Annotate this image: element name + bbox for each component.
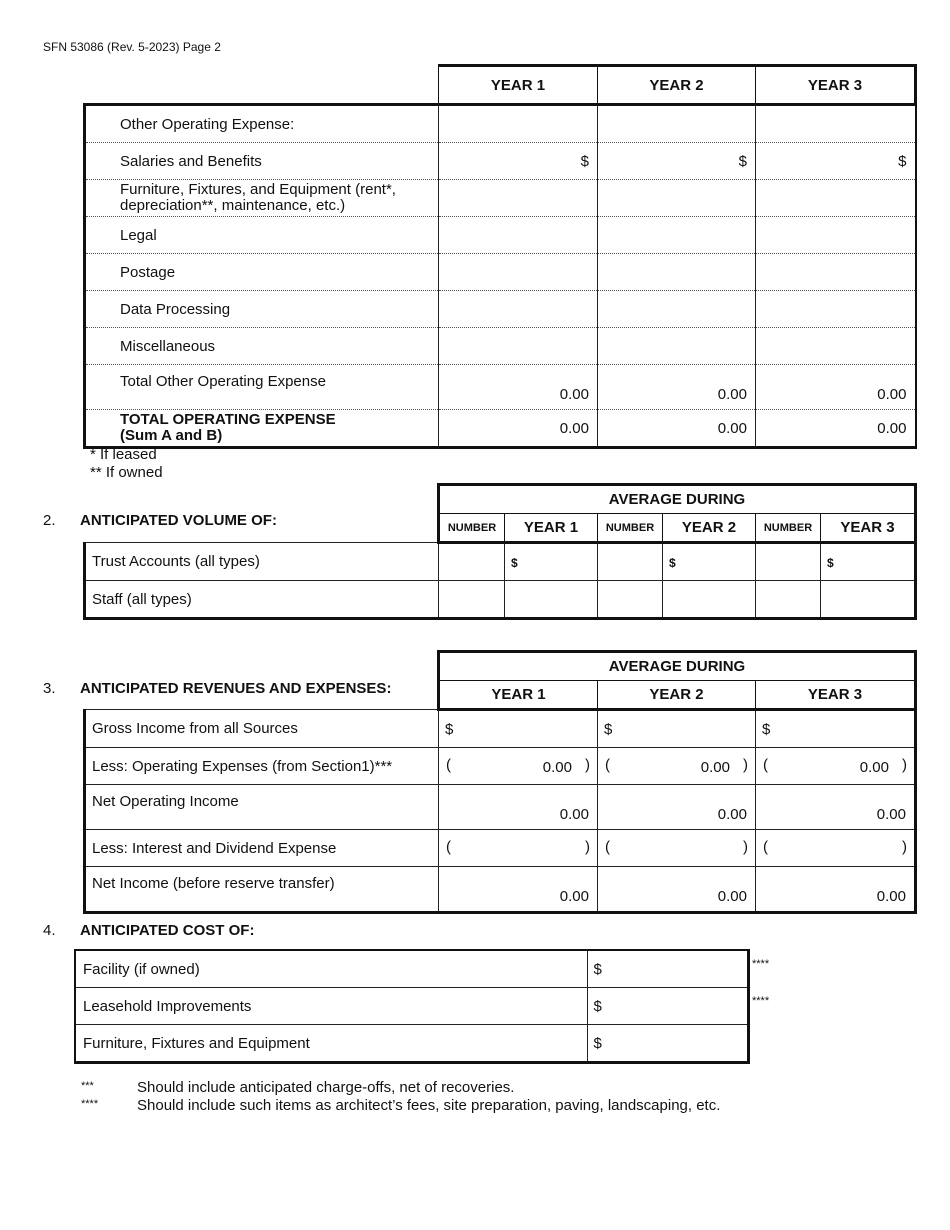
year2-input[interactable] [663,581,756,619]
table-row [75,950,748,988]
table-row [85,105,916,143]
row-label: Net Income (before reserve transfer) [85,867,439,913]
year3-input[interactable] [756,105,916,143]
year1-value [439,748,598,785]
year3-total: 0.00 [756,365,916,410]
close-paren: ) [585,756,590,774]
row-label: Postage [85,254,439,291]
column-header-row [85,681,916,710]
number-input[interactable] [756,543,821,581]
open-paren: ( [605,838,610,856]
column-header-year2: YEAR 2 [598,66,756,105]
revenues-expenses-table [83,650,917,914]
group-header-row [85,652,916,681]
year3-input[interactable] [756,830,916,867]
header-blank [85,652,439,681]
year2-input[interactable] [598,217,756,254]
column-header-year1: YEAR 1 [439,66,598,105]
table-row [85,785,916,830]
year1-input[interactable] [439,254,598,291]
table-row [85,710,916,748]
footnote-if-leased: * If leased [90,446,157,463]
average-during-header: AVERAGE DURING [439,485,916,514]
year2-input[interactable] [598,291,756,328]
row-label-line2: (Sum A and B) [120,427,223,444]
column-header-number: NUMBER [756,514,821,543]
open-paren: ( [605,756,610,774]
year2-total: 0.00 [598,365,756,410]
year2-input[interactable] [598,830,756,867]
row-label-line2: depreciation**, maintenance, etc.) [120,197,346,214]
column-header-year1: YEAR 1 [439,681,598,710]
operating-expense-table [83,64,917,449]
footnote-if-owned: ** If owned [90,464,163,481]
row-label: Less: Operating Expenses (from Section1)*** [85,748,439,785]
year2-input[interactable]: $ [598,143,756,180]
header-blank [85,485,439,514]
dollar-sign: $ [669,555,676,570]
table-row [85,143,916,180]
row-label [85,180,439,217]
table-row [75,988,748,1025]
close-paren: ) [902,756,907,774]
header-blank [85,66,439,105]
year1-grand-total: 0.00 [439,410,598,448]
year3-input[interactable] [756,291,916,328]
year3-input[interactable]: $ [756,710,916,748]
number-input[interactable] [756,581,821,619]
furniture-cost-input[interactable]: $ [587,1025,748,1063]
column-header-number: NUMBER [439,514,505,543]
table-row [75,1025,748,1063]
open-paren: ( [446,838,451,856]
table-row [85,748,916,785]
value: 0.00 [542,759,572,777]
year2-value: 0.00 [598,867,756,913]
section-number: 3. [43,680,56,697]
year1-total: 0.00 [439,365,598,410]
year2-grand-total: 0.00 [598,410,756,448]
number-input[interactable] [598,581,663,619]
column-header-year2: YEAR 2 [598,681,756,710]
footnote-marker: **** [752,958,770,970]
column-header-year3: YEAR 3 [756,66,916,105]
section-number: 4. [43,922,56,939]
section-title: ANTICIPATED REVENUES AND EXPENSES: [80,680,392,697]
open-paren: ( [446,756,451,774]
table-row [85,830,916,867]
facility-cost-input[interactable]: $ [587,950,748,988]
year2-value: 0.00 [598,785,756,830]
group-header-row [85,485,916,514]
year1-input[interactable] [439,291,598,328]
year3-input[interactable] [756,328,916,365]
column-header-number: NUMBER [598,514,663,543]
year2-value [598,748,756,785]
column-header-year2: YEAR 2 [663,514,756,543]
year3-input[interactable] [756,180,916,217]
row-label: Total Other Operating Expense [85,365,439,410]
year2-input[interactable] [598,180,756,217]
number-input[interactable] [598,543,663,581]
year1-value: 0.00 [439,785,598,830]
year1-input[interactable]: $ [439,143,598,180]
row-label: Other Operating Expense: [85,105,439,143]
row-label: Data Processing [85,291,439,328]
page-header: SFN 53086 (Rev. 5-2023) Page 2 [43,40,221,54]
year1-input[interactable]: $ [439,710,598,748]
row-label: Legal [85,217,439,254]
section-number: 2. [43,512,56,529]
section-title: ANTICIPATED VOLUME OF: [80,512,277,529]
year2-input[interactable]: $ [598,710,756,748]
column-header-year3: YEAR 3 [756,681,916,710]
year1-input[interactable] [439,105,598,143]
year3-input[interactable]: $ [756,143,916,180]
row-label: Staff (all types) [85,581,439,619]
dollar-sign: $ [827,555,834,570]
leasehold-cost-input[interactable]: $ [587,988,748,1025]
row-label: Less: Interest and Dividend Expense [85,830,439,867]
year1-value: 0.00 [439,867,598,913]
row-label: Trust Accounts (all types) [85,543,439,581]
table-header-row [85,66,916,105]
row-label: Net Operating Income [85,785,439,830]
close-paren: ) [902,838,907,856]
table-row-total-operating [85,410,916,448]
year3-input[interactable] [821,543,916,581]
table-row [85,180,916,217]
value: 0.00 [700,759,730,777]
year1-input[interactable] [439,217,598,254]
year3-value: 0.00 [756,867,916,913]
row-label-line1: Furniture, Fixtures, and Equipment (rent*, [120,181,396,198]
year1-input[interactable] [439,328,598,365]
year2-input[interactable] [598,328,756,365]
year1-input[interactable] [505,543,598,581]
table-row [85,254,916,291]
year1-input[interactable] [439,830,598,867]
footnote-marker: *** [81,1080,94,1092]
year3-grand-total: 0.00 [756,410,916,448]
table-row [85,291,916,328]
table-row-total-other [85,365,916,410]
table-row [85,867,916,913]
footnote-text: Should include anticipated charge-offs, net of recoveries. [137,1079,515,1096]
row-label [85,410,439,448]
close-paren: ) [743,838,748,856]
row-label: Facility (if owned) [75,950,587,988]
year3-input[interactable] [756,254,916,291]
column-header-row [85,514,916,543]
table-row [85,328,916,365]
row-label: Gross Income from all Sources [85,710,439,748]
open-paren: ( [763,838,768,856]
header-blank [85,514,439,543]
footnote-text: Should include such items as architect’s fees, site preparation, paving, landscaping, etc. [137,1097,721,1114]
dollar-sign: $ [511,555,518,570]
volume-table [83,483,917,620]
year3-value: 0.00 [756,785,916,830]
table-row [85,581,916,619]
column-header-year3: YEAR 3 [821,514,916,543]
row-label: Salaries and Benefits [85,143,439,180]
cost-table [74,949,750,1064]
average-during-header: AVERAGE DURING [439,652,916,681]
row-label-line1: TOTAL OPERATING EXPENSE [120,411,336,428]
year1-input[interactable] [505,581,598,619]
close-paren: ) [585,838,590,856]
number-input[interactable] [439,581,505,619]
year2-input[interactable] [598,105,756,143]
table-row [85,543,916,581]
year3-value [756,748,916,785]
open-paren: ( [763,756,768,774]
year2-input[interactable] [663,543,756,581]
column-header-year1: YEAR 1 [505,514,598,543]
table-row [85,217,916,254]
section-title: ANTICIPATED COST OF: [80,922,255,939]
year3-input[interactable] [756,217,916,254]
year2-input[interactable] [598,254,756,291]
footnote-marker: **** [81,1098,99,1110]
header-blank [85,681,439,710]
value: 0.00 [859,759,889,777]
footnote-marker: **** [752,995,770,1007]
year3-input[interactable] [821,581,916,619]
year1-input[interactable] [439,180,598,217]
row-label: Leasehold Improvements [75,988,587,1025]
row-label: Miscellaneous [85,328,439,365]
row-label: Furniture, Fixtures and Equipment [75,1025,587,1063]
number-input[interactable] [439,543,505,581]
close-paren: ) [743,756,748,774]
